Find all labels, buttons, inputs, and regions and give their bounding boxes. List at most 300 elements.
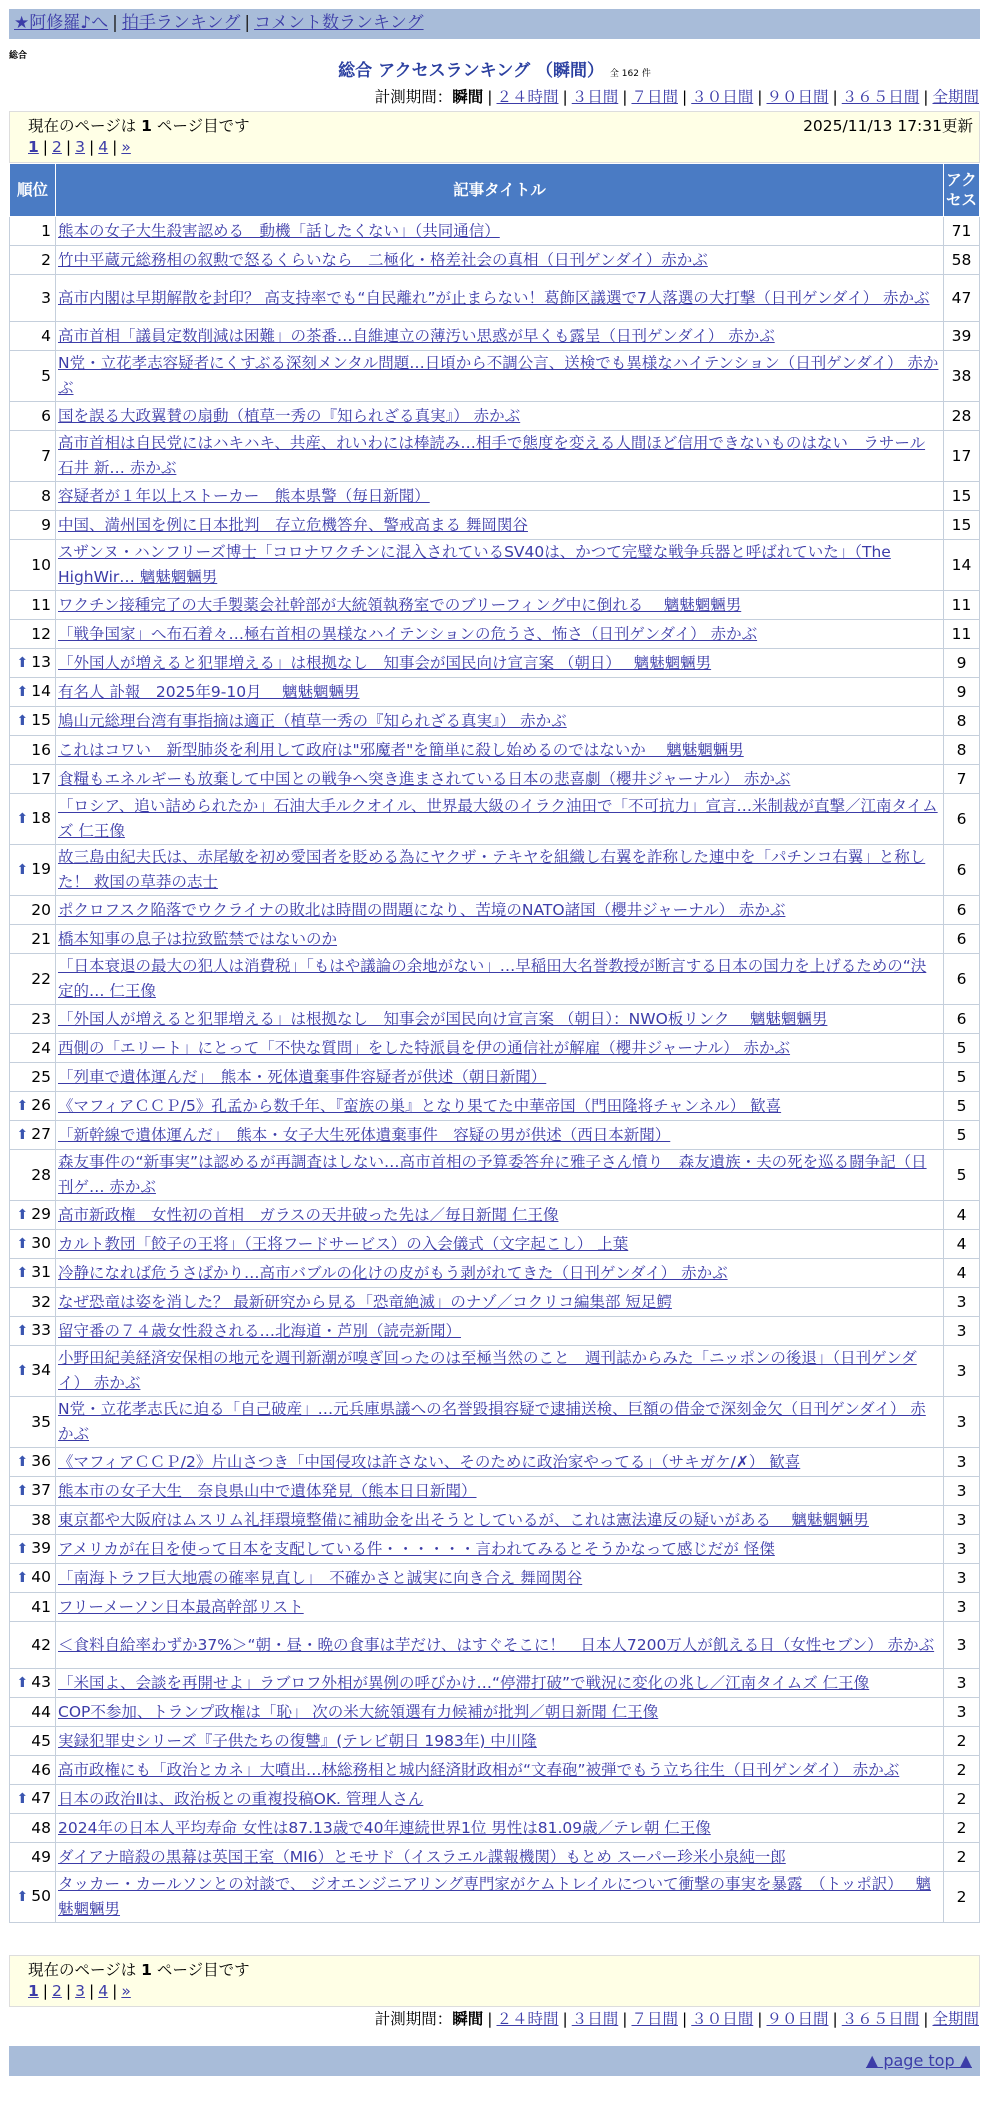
table-row <box>10 1756 980 1785</box>
rank-cell <box>10 1092 56 1121</box>
period-link[interactable]: ３６５日間 <box>841 2010 920 2028</box>
article-link[interactable]: 中国、満州国を例に日本批判 存立危機答弁、警戒高まる 舞岡関谷 <box>58 515 528 534</box>
title-cell <box>56 925 944 954</box>
rank-number: 42 <box>31 1635 51 1654</box>
up-arrow-icon: ⬆ <box>16 862 29 878</box>
title-cell <box>56 1397 944 1448</box>
rank-number: 41 <box>31 1597 51 1616</box>
period-separator: | <box>622 88 628 106</box>
access-count: 3 <box>944 1669 980 1698</box>
title-cell <box>56 678 944 707</box>
rank-cell <box>10 1230 56 1259</box>
period-link[interactable]: ３日間 <box>571 2010 619 2028</box>
access-count: 9 <box>944 649 980 678</box>
table-row <box>10 1669 980 1698</box>
article-link[interactable]: N党・立花孝志氏に迫る「自己破産」…元兵庫県議への名誉毀損容疑で逮捕送検、巨額の借金で深刻金欠（日刊ゲンダイ） 赤かぶ <box>58 1400 926 1443</box>
pager-top <box>9 111 980 163</box>
article-link[interactable]: これはコワい 新型肺炎を利用して政府は"邪魔者"を簡単に殺し始めるのではないか 魑魅魍魎男 <box>58 740 744 759</box>
article-link[interactable]: 「米国よ、会談を再開せよ」ラブロフ外相が異例の呼びかけ…“停滞打破”で戦況に変化の兆し／江南タイムズ 仁王像 <box>58 1673 870 1692</box>
table-row <box>10 1317 980 1346</box>
header-title: 記事タイトル <box>56 164 944 217</box>
table-row <box>10 1063 980 1092</box>
period-separator: | <box>622 2010 628 2028</box>
access-count: 3 <box>944 1564 980 1593</box>
title-cell <box>56 1034 944 1063</box>
rank-cell <box>10 591 56 620</box>
up-arrow-icon: ⬆ <box>16 684 29 700</box>
table-row <box>10 736 980 765</box>
table-row <box>10 1593 980 1622</box>
access-count: 3 <box>944 1288 980 1317</box>
ranking-title-row <box>0 60 989 85</box>
rank-number: 43 <box>31 1673 51 1691</box>
article-link[interactable]: 高市新政権 女性初の首相 ガラスの天井破った先は／毎日新聞 仁王像 <box>58 1205 559 1224</box>
article-link[interactable]: 森友事件の“新事実”は認めるが再調査はしない…高市首相の予算委答弁に雅子さん憤り 森友遺族・夫の死を巡る闘争記（日刊ゲ… 赤かぶ <box>58 1153 927 1196</box>
article-link[interactable]: 《マフィアＣＣＰ/2》片山さつき「中国侵攻は許さない、そのために政治家やってる」（サキガケ/✗） 歓喜 <box>58 1452 801 1471</box>
rank-cell <box>10 322 56 351</box>
article-link[interactable]: 冷静になれば危うさばかり…高市バブルの化けの皮がもう剥がれてきた（日刊ゲンダイ） 赤かぶ <box>58 1263 728 1282</box>
title-cell <box>56 1785 944 1814</box>
table-row <box>10 845 980 896</box>
access-count: 11 <box>944 620 980 649</box>
article-link[interactable]: 「戦争国家」へ布石着々…極右首相の異様なハイテンションの危うさ、怖さ（日刊ゲンダイ） 赤かぶ <box>58 624 758 643</box>
access-count: 3 <box>944 1622 980 1669</box>
rank-number: 23 <box>31 1009 51 1028</box>
comment-ranking-link[interactable]: コメント数ランキング <box>254 13 424 33</box>
table-row <box>10 1092 980 1121</box>
rank-cell <box>10 1448 56 1477</box>
rank-cell <box>10 845 56 896</box>
rank-cell <box>10 246 56 275</box>
access-count: 3 <box>944 1506 980 1535</box>
rank-number: 37 <box>31 1481 51 1499</box>
rank-cell <box>10 1872 56 1923</box>
rank-cell <box>10 1288 56 1317</box>
access-count: 2 <box>944 1872 980 1923</box>
article-link[interactable]: 鳩山元総理台湾有事指摘は適正（植草一秀の『知られざる真実』） 赤かぶ <box>58 711 567 730</box>
title-cell <box>56 482 944 511</box>
title-cell <box>56 540 944 591</box>
rank-cell <box>10 678 56 707</box>
rank-cell <box>10 736 56 765</box>
period-label: 計測期間： <box>374 88 453 106</box>
rank-number: 6 <box>41 406 51 425</box>
access-count: 3 <box>944 1346 980 1397</box>
period-link[interactable]: ７日間 <box>631 2010 678 2028</box>
rank-cell <box>10 1593 56 1622</box>
up-arrow-icon: ⬆ <box>16 655 29 671</box>
title-cell <box>56 1622 944 1669</box>
rank-number: 27 <box>31 1125 51 1143</box>
rank-number: 44 <box>31 1702 51 1721</box>
rank-number: 21 <box>31 929 51 948</box>
title-cell <box>56 275 944 322</box>
article-link[interactable]: フリーメーソン日本最高幹部リスト <box>58 1597 304 1616</box>
table-row <box>10 707 980 736</box>
table-row <box>10 275 980 322</box>
up-arrow-icon: ⬆ <box>16 713 29 729</box>
page-separator: | <box>42 138 49 156</box>
period-link[interactable]: ２４時間 <box>496 88 559 106</box>
title-cell <box>56 351 944 402</box>
rank-number: 15 <box>31 711 51 729</box>
table-row <box>10 1448 980 1477</box>
page-link[interactable]: 2 <box>52 1982 62 2000</box>
rank-cell <box>10 1346 56 1397</box>
article-link[interactable]: ポクロフスク陥落でウクライナの敗北は時間の問題になり、苦境のNATO諸国（櫻井ジャーナル） 赤かぶ <box>58 900 786 919</box>
rank-number: 48 <box>31 1818 51 1837</box>
table-row <box>10 1034 980 1063</box>
title-cell <box>56 896 944 925</box>
access-count: 6 <box>944 896 980 925</box>
up-arrow-icon: ⬆ <box>16 1323 29 1339</box>
article-link[interactable]: 西側の「エリート」にとって「不快な質問」をした特派員を伊の通信社が解雇（櫻井ジャーナル） 赤かぶ <box>58 1038 791 1057</box>
table-row <box>10 322 980 351</box>
rank-number: 29 <box>31 1205 51 1223</box>
next-page-link[interactable]: » <box>121 1982 131 2000</box>
rank-number: 40 <box>31 1568 51 1586</box>
article-link[interactable]: 留守番の７４歳女性殺される…北海道・芦別（読売新聞） <box>58 1321 462 1340</box>
article-link[interactable]: ＜食料自給率わずか37%＞“朝・昼・晩の食事は芋だけ、はすぐそこに！ 日本人7200万人が飢える日（女性セブン） 赤かぶ <box>58 1635 935 1654</box>
rank-number: 14 <box>31 682 51 700</box>
period-link[interactable]: ３６５日間 <box>841 88 920 106</box>
page-link[interactable]: 2 <box>52 138 62 156</box>
rank-cell <box>10 1034 56 1063</box>
table-row <box>10 1535 980 1564</box>
rank-cell <box>10 1785 56 1814</box>
period-separator: | <box>562 2010 568 2028</box>
table-header-row <box>10 164 980 217</box>
title-cell <box>56 649 944 678</box>
article-link[interactable]: 「新幹線で遺体運んだ」 熊本・女子大生死体遺棄事件 容疑の男が供述（西日本新聞） <box>58 1125 671 1144</box>
rank-number: 11 <box>31 595 51 614</box>
title-cell <box>56 1346 944 1397</box>
title-cell <box>56 1698 944 1727</box>
rank-number: 19 <box>31 860 51 878</box>
title-cell <box>56 1535 944 1564</box>
access-count: 6 <box>944 1005 980 1034</box>
rank-cell <box>10 1756 56 1785</box>
article-link[interactable]: 竹中平蔵元総務相の叙勲で怒るくらいなら 二極化・格差社会の真相（日刊ゲンダイ）赤かぶ <box>58 250 708 269</box>
table-row <box>10 1698 980 1727</box>
rank-cell <box>10 649 56 678</box>
rank-number: 10 <box>31 555 51 574</box>
period-link[interactable]: ３０日間 <box>691 88 754 106</box>
rank-number: 20 <box>31 900 51 919</box>
period-separator: | <box>757 2010 763 2028</box>
article-link[interactable]: 東京都や大阪府はムスリム礼拝環境整備に補助金を出そうとしているが、これは憲法違反の疑いがある 魑魅魍魎男 <box>58 1510 869 1529</box>
table-row <box>10 482 980 511</box>
section-label: 総合 <box>9 51 28 61</box>
article-link[interactable]: 容疑者が１年以上ストーカー 熊本県警（毎日新聞） <box>58 486 430 505</box>
top-nav-bar: ★阿修羅♪へ | 拍手ランキング | コメント数ランキング <box>9 9 980 39</box>
current-page-pre: 現在のページは <box>28 1961 137 1979</box>
page-link-current[interactable]: 1 <box>28 138 39 156</box>
rank-number: 39 <box>31 1539 51 1557</box>
access-count: 5 <box>944 1121 980 1150</box>
period-link[interactable]: ２４時間 <box>496 2010 559 2028</box>
access-count: 39 <box>944 322 980 351</box>
table-row <box>10 402 980 431</box>
rank-number: 32 <box>31 1292 51 1311</box>
period-selector-bottom <box>375 2008 979 2030</box>
title-cell <box>56 794 944 845</box>
title-cell <box>56 217 944 246</box>
rank-cell <box>10 1121 56 1150</box>
page-links <box>28 138 131 156</box>
access-count: 5 <box>944 1034 980 1063</box>
period-current: 瞬間 <box>452 88 484 106</box>
page-link[interactable]: 3 <box>75 138 86 156</box>
current-page-post: ページ目です <box>156 117 250 135</box>
table-row <box>10 1506 980 1535</box>
article-link[interactable]: 高市政権にも「政治とカネ」大噴出…林総務相と城内経済財政相が“文春砲”被弾でもう立ち往生（日刊ゲンダイ） 赤かぶ <box>58 1760 900 1779</box>
title-cell <box>56 1317 944 1346</box>
table-row <box>10 794 980 845</box>
title-cell <box>56 1477 944 1506</box>
rank-number: 3 <box>41 288 51 307</box>
article-link[interactable]: COP不参加、トランプ政権は「恥」 次の米大統領選有力候補が批判／朝日新聞 仁王像 <box>58 1702 659 1721</box>
table-row <box>10 620 980 649</box>
article-link[interactable]: N党・立花孝志容疑者にくすぶる深刻メンタル問題…日頃から不調公言、送検でも異様なハイテンション（日刊ゲンダイ） 赤かぶ <box>58 354 939 397</box>
title-cell <box>56 591 944 620</box>
up-arrow-icon: ⬆ <box>16 1265 29 1281</box>
table-row <box>10 896 980 925</box>
home-link[interactable]: ★阿修羅♪へ <box>14 13 109 33</box>
article-link[interactable]: アメリカが在日を使って日本を支配している件・・・・・・言われてみるとそうかなって感じだが 怪傑 <box>58 1539 775 1558</box>
article-link[interactable]: 日本の政治Ⅱは、政治板との重複投稿OK. 管理人さん <box>58 1789 424 1808</box>
table-row <box>10 925 980 954</box>
period-current: 瞬間 <box>452 2010 484 2028</box>
article-link[interactable]: なぜ恐竜は姿を消した？ 最新研究から見る「恐竜絶滅」のナゾ／コクリコ編集部 短足鰐 <box>58 1292 672 1311</box>
title-cell <box>56 246 944 275</box>
rank-number: 33 <box>31 1321 51 1339</box>
current-page-number: 1 <box>141 117 152 135</box>
period-separator: | <box>487 2010 493 2028</box>
period-link[interactable]: ３日間 <box>571 88 619 106</box>
rank-number: 34 <box>31 1361 51 1379</box>
header-access: アクセス <box>944 164 980 217</box>
table-row <box>10 1727 980 1756</box>
current-page-text <box>28 1958 250 1980</box>
title-cell <box>56 1288 944 1317</box>
up-arrow-icon: ⬆ <box>16 1236 29 1252</box>
access-count: 6 <box>944 794 980 845</box>
rank-number: 5 <box>41 366 51 385</box>
period-link[interactable]: ９０日間 <box>766 88 829 106</box>
current-page-pre: 現在のページは <box>28 117 137 135</box>
up-arrow-icon: ⬆ <box>16 1363 29 1379</box>
rank-number: 12 <box>31 624 51 643</box>
title-cell <box>56 620 944 649</box>
article-link[interactable]: 「外国人が増えると犯罪増える」は根拠なし 知事会が国民向け宣言案 （朝日） 魑魅魍魎男 <box>58 653 712 672</box>
article-link[interactable]: 「南海トラフ巨大地震の確率見直し」 不確かさと誠実に向き合え 舞岡関谷 <box>58 1568 583 1587</box>
article-link[interactable]: スザンヌ・ハンフリーズ博士「コロナワクチンに混入されているSV40は、かつて完璧な戦争兵器と呼ばれていた」（The HighWir… 魑魅魍魎男 <box>58 543 891 586</box>
article-link[interactable]: ダイアナ暗殺の黒幕は英国王室（MI6）とモサド（イスラエル諜報機関）もとめ スーパー珍米小泉純一郎 <box>58 1847 786 1866</box>
table-row <box>10 540 980 591</box>
page-link[interactable]: 4 <box>98 138 109 156</box>
rank-number: 16 <box>31 740 51 759</box>
rank-cell <box>10 896 56 925</box>
access-count: 8 <box>944 736 980 765</box>
article-link[interactable]: 高市首相「議員定数削減は困難」の茶番…自維連立の薄汚い思惑が早くも露呈（日刊ゲンダイ） 赤かぶ <box>58 326 775 345</box>
article-link[interactable]: 高市首相は自民党にはハキハキ、共産、れいわには棒読み…相手で態度を変える人間ほど信用できないものはない ラサール石井 新… 赤かぶ <box>58 434 926 477</box>
period-selector-top <box>375 86 979 108</box>
access-count: 58 <box>944 246 980 275</box>
rank-cell <box>10 707 56 736</box>
access-count: 2 <box>944 1756 980 1785</box>
rank-cell <box>10 1477 56 1506</box>
rank-cell <box>10 765 56 794</box>
period-link[interactable]: 全期間 <box>932 2010 979 2028</box>
article-link[interactable]: 熊本市の女子大生 奈良県山中で遺体発見（熊本日日新聞） <box>58 1481 477 1500</box>
title-cell <box>56 1756 944 1785</box>
page-link-current[interactable]: 1 <box>28 1982 39 2000</box>
article-link[interactable]: 国を誤る大政翼賛の扇動（植草一秀の『知られざる真実』） 赤かぶ <box>58 406 521 425</box>
article-link[interactable]: 小野田紀美経済安保相の地元を週刊新潮が嗅ぎ回ったのは至極当然のこと 週刊誌からみた「ニッポンの後退」（日刊ゲンダイ） 赤かぶ <box>58 1349 917 1392</box>
rank-number: 28 <box>31 1165 51 1184</box>
table-row <box>10 649 980 678</box>
clap-ranking-link[interactable]: 拍手ランキング <box>121 13 241 33</box>
rank-cell <box>10 351 56 402</box>
access-count: 3 <box>944 1317 980 1346</box>
title-cell <box>56 1872 944 1923</box>
rank-cell <box>10 511 56 540</box>
rank-cell <box>10 1698 56 1727</box>
rank-cell <box>10 431 56 482</box>
bottom-bar <box>9 2046 980 2076</box>
table-row <box>10 246 980 275</box>
rank-cell <box>10 620 56 649</box>
rank-cell <box>10 1814 56 1843</box>
article-link[interactable]: 故三島由紀夫氏は、赤尾敏を初め愛国者を貶める為にヤクザ・テキヤを組織し右翼を詐称した連中を「パチンコ右翼」と称した！ 救国の草莽の志士 <box>58 848 926 891</box>
title-cell <box>56 736 944 765</box>
access-count: 9 <box>944 678 980 707</box>
rank-number: 22 <box>31 969 51 988</box>
next-page-link[interactable]: » <box>121 138 131 156</box>
access-count: 47 <box>944 275 980 322</box>
title-cell <box>56 1448 944 1477</box>
table-row <box>10 591 980 620</box>
page-separator: | <box>89 1982 95 2000</box>
title-cell <box>56 1814 944 1843</box>
table-row <box>10 1622 980 1669</box>
article-link[interactable]: 食糧もエネルギーも放棄して中国との戦争へ突き進まされている日本の悲喜劇（櫻井ジャーナル） 赤かぶ <box>58 769 791 788</box>
period-separator: | <box>487 88 493 106</box>
page-separator: | <box>65 1982 72 2000</box>
title-cell <box>56 322 944 351</box>
access-count: 2 <box>944 1814 980 1843</box>
title-cell <box>56 511 944 540</box>
rank-cell <box>10 1317 56 1346</box>
table-row <box>10 431 980 482</box>
header-rank: 順位 <box>10 164 56 217</box>
page-separator: | <box>89 138 95 156</box>
article-link[interactable]: カルト教団「餃子の王将」（王将フードサービス）の入会儀式（文字起こし） 上葉 <box>58 1234 629 1253</box>
up-arrow-icon: ⬆ <box>16 1127 29 1143</box>
rank-cell <box>10 1005 56 1034</box>
table-row <box>10 1397 980 1448</box>
period-link[interactable]: ９０日間 <box>766 2010 829 2028</box>
access-count: 3 <box>944 1535 980 1564</box>
current-page-text <box>28 114 250 136</box>
title-cell <box>56 1593 944 1622</box>
rank-cell <box>10 1201 56 1230</box>
page-title: 総合 アクセスランキング （瞬間） <box>338 61 604 81</box>
rank-number: 18 <box>31 809 51 827</box>
rank-number: 24 <box>31 1038 51 1057</box>
table-row <box>10 1872 980 1923</box>
rank-number: 8 <box>41 486 51 505</box>
table-row <box>10 678 980 707</box>
article-link[interactable]: 高市内閣は早期解散を封印？ 高支持率でも“自民離れ”が止まらない！葛飾区議選で7人落選の大打撃（日刊ゲンダイ） 赤かぶ <box>58 288 930 307</box>
access-count: 3 <box>944 1397 980 1448</box>
period-link[interactable]: 全期間 <box>932 88 979 106</box>
rank-cell <box>10 402 56 431</box>
article-link[interactable]: 「外国人が増えると犯罪増える」は根拠なし 知事会が国民向け宣言案 （朝日）：NWO板リンク 魑魅魍魎男 <box>58 1009 828 1028</box>
article-link[interactable]: 「列車で遺体運んだ」 熊本・死体遺棄事件容疑者が供述（朝日新聞） <box>58 1067 547 1086</box>
up-arrow-icon: ⬆ <box>16 1541 29 1557</box>
access-count: 15 <box>944 511 980 540</box>
article-link[interactable]: 《マフィアＣＣＰ/5》孔孟から数千年、『蛮族の巣』となり果てた中華帝国（門田隆将チャンネル） 歓喜 <box>58 1096 782 1115</box>
table-row <box>10 1346 980 1397</box>
table-row <box>10 1121 980 1150</box>
title-cell <box>56 765 944 794</box>
table-row <box>10 217 980 246</box>
up-arrow-icon: ⬆ <box>16 1675 29 1691</box>
table-row <box>10 765 980 794</box>
article-link[interactable]: 2024年の日本人平均寿命 女性は87.13歳で40年連続世界1位 男性は81.09歳／テレ朝 仁王像 <box>58 1818 711 1837</box>
page-link[interactable]: 4 <box>98 1982 109 2000</box>
article-link[interactable]: ワクチン接種完了の大手製薬会社幹部が大統領執務室でのブリーフィング中に倒れる 魑魅魍魎男 <box>58 595 742 614</box>
article-link[interactable]: 「日本衰退の最大の犯人は消費税」「もはや議論の余地がない」…早稲田大名誉教授が断言する日本の国力を上げるための“決定的… 仁王像 <box>58 957 927 1000</box>
rank-number: 25 <box>31 1067 51 1086</box>
period-link[interactable]: ３０日間 <box>691 2010 754 2028</box>
article-link[interactable]: 熊本の女子大生殺害認める 動機「話したくない」（共同通信） <box>58 221 500 240</box>
table-row <box>10 1814 980 1843</box>
rank-number: 49 <box>31 1847 51 1866</box>
rank-cell <box>10 1150 56 1201</box>
access-count: 3 <box>944 1477 980 1506</box>
article-link[interactable]: 「ロシア、追い詰められたか」石油大手ルクオイル、世界最大級のイラク油田で「不可抗力」宣言…米制裁が直撃／江南タイムズ 仁王像 <box>58 797 938 840</box>
rank-number: 26 <box>31 1096 51 1114</box>
rank-number: 1 <box>41 221 51 240</box>
rank-number: 2 <box>41 250 51 269</box>
table-row <box>10 1477 980 1506</box>
title-cell <box>56 1150 944 1201</box>
access-count: 5 <box>944 1063 980 1092</box>
article-link[interactable]: 実録犯罪史シリーズ『子供たちの復讐』(テレビ朝日 1983年) 中川隆 <box>58 1731 537 1750</box>
title-cell <box>56 1727 944 1756</box>
updated-timestamp: 2025/11/13 17:31更新 <box>803 117 973 135</box>
page-link[interactable]: 3 <box>75 1982 86 2000</box>
title-cell <box>56 845 944 896</box>
article-link[interactable]: 橋本知事の息子は拉致監禁ではないのか <box>58 929 338 948</box>
rank-cell <box>10 954 56 1005</box>
rank-number: 47 <box>31 1789 51 1807</box>
up-arrow-icon: ⬆ <box>16 1570 29 1586</box>
access-count: 4 <box>944 1201 980 1230</box>
page-top-link[interactable]: ▲ page top ▲ <box>865 2051 972 2070</box>
rank-number: 31 <box>31 1263 51 1281</box>
period-link[interactable]: ７日間 <box>631 88 678 106</box>
table-row <box>10 1843 980 1872</box>
article-link[interactable]: 有名人 訃報 2025年9-10月 魑魅魍魎男 <box>58 682 360 701</box>
article-link[interactable]: タッカー・カールソンとの対談で、 ジオエンジニアリング専門家がケムトレイルについて衝撃の事実を暴露 （トッポ訳） 魑魅魍魎男 <box>58 1875 931 1918</box>
rank-number: 9 <box>41 515 51 534</box>
up-arrow-icon: ⬆ <box>16 1207 29 1223</box>
rank-cell <box>10 217 56 246</box>
